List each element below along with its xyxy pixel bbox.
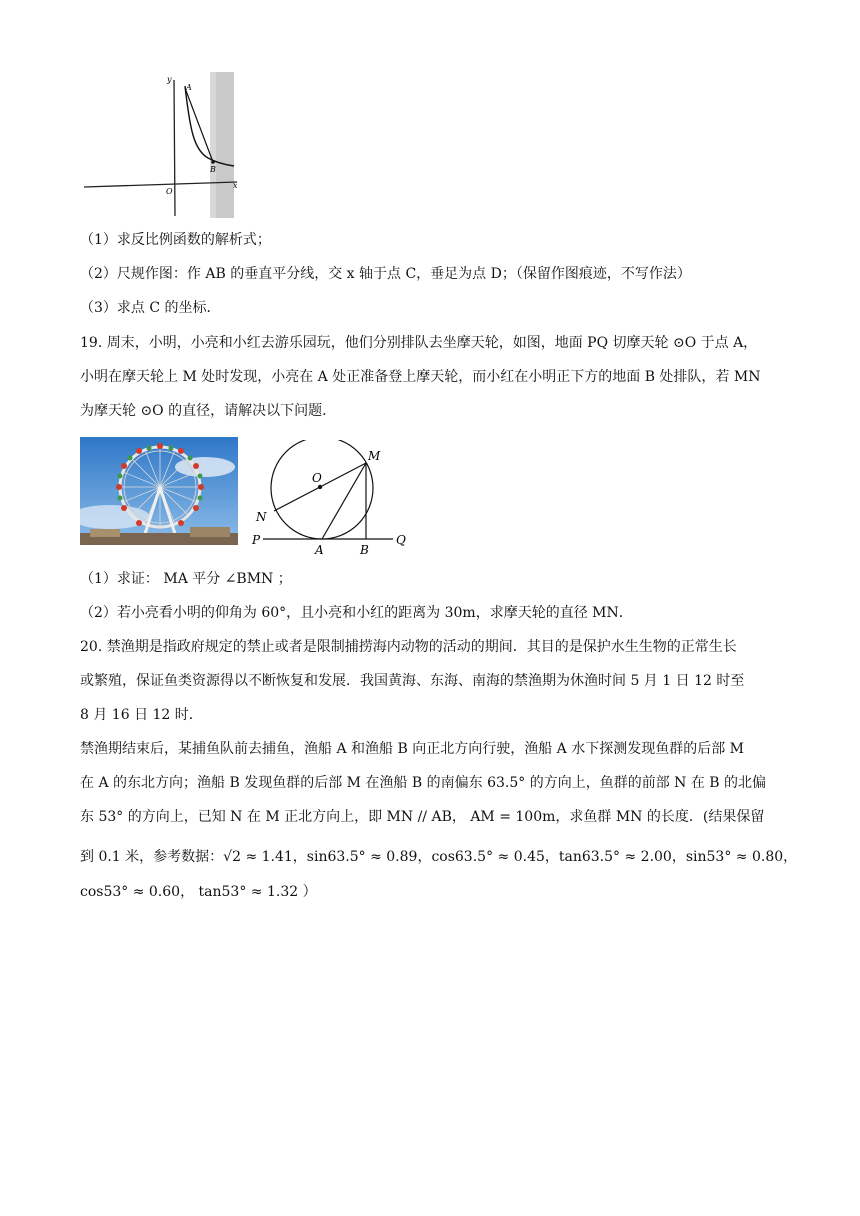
label-a: A bbox=[186, 83, 192, 92]
q20-line1: 20. 禁渔期是指政府规定的禁止或者是限制捕捞海内动物的活动的期间．其目的是保护水生生物的正常生长 bbox=[80, 639, 737, 655]
point-b-dot bbox=[211, 160, 215, 164]
q19-line2: 小明在摩天轮上 M 处时发现，小亮在 A 处正准备登上摩天轮，而小红在小明正下方的地面 B 处排队，若 MN bbox=[80, 369, 761, 385]
center-dot bbox=[318, 485, 322, 489]
q20-line4: 禁渔期结束后，某捕鱼队前去捕鱼，渔船 A 和渔船 B 向正北方向行驶，渔船 A 水下探测发现鱼群的后部 M bbox=[80, 741, 744, 757]
scan-shadow-inner bbox=[216, 72, 234, 218]
circle-o bbox=[271, 440, 373, 539]
label-o: O bbox=[312, 471, 322, 485]
q19-sub1: （1）求证： MA 平分 ∠BMN ； bbox=[80, 571, 292, 587]
q20-line2: 或繁殖，保证鱼类资源得以不断恢复和发展．我国黄海、东海、南海的禁渔期为休渔时间 5 月 1 日 12 时至 bbox=[80, 673, 745, 689]
label-p: P bbox=[252, 533, 261, 547]
q18-part1: （1）求反比例函数的解析式； bbox=[80, 232, 271, 248]
q20-line7: 到 0.1 米，参考数据：√2 ≈ 1.41，sin63.5° ≈ 0.89，cos63.5° ≈ 0.45，tan63.5° ≈ 2.00，sin53° ≈ 0.80， bbox=[80, 849, 798, 865]
q20-line8: cos53° ≈ 0.60， tan53° ≈ 1.32 ） bbox=[80, 884, 317, 900]
segment-ab bbox=[185, 88, 213, 162]
circle-geometry-diagram bbox=[250, 440, 420, 558]
q19-sub2: （2）若小亮看小明的仰角为 60°，且小亮和小红的距离为 30m，求摩天轮的直径 MN． bbox=[80, 605, 633, 621]
q20-line3: 8 月 16 日 12 时． bbox=[80, 707, 203, 723]
ferris-wheel-photo bbox=[80, 437, 238, 545]
inverse-function-graph bbox=[82, 70, 242, 220]
label-b: B bbox=[210, 165, 216, 174]
q18-part3: （3）求点 C 的坐标． bbox=[80, 300, 221, 316]
label-q: Q bbox=[396, 533, 406, 547]
q19-line3: 为摩天轮 ⊙O 的直径，请解决以下问题． bbox=[80, 403, 337, 419]
label-a: A bbox=[315, 543, 324, 557]
label-m: M bbox=[368, 449, 381, 463]
q19-line1: 19. 周末，小明，小亮和小红去游乐园玩，他们分别排队去坐摩天轮，如图，地面 PQ 切摩天轮 ⊙O 于点 A， bbox=[80, 335, 758, 351]
label-n: N bbox=[256, 510, 267, 524]
label-b: B bbox=[360, 543, 369, 557]
y-axis bbox=[174, 80, 175, 216]
q20-line6: 东 53° 的方向上，已知 N 在 M 正北方向上，即 MN // AB， AM = 100m，求鱼群 MN 的长度．(结果保留 bbox=[80, 809, 765, 825]
label-o: O bbox=[166, 187, 173, 196]
label-x: x bbox=[233, 181, 238, 190]
q18-part2: （2）尺规作图：作 AB 的垂直平分线，交 x 轴于点 C，垂足为点 D；（保留作图痕迹，不写作法） bbox=[80, 266, 691, 282]
label-y: y bbox=[167, 75, 172, 84]
q20-line5: 在 A 的东北方向；渔船 B 发现鱼群的后部 M 在渔船 B 的南偏东 63.5° 的方向上，鱼群的前部 N 在 B 的北偏 bbox=[80, 775, 767, 791]
